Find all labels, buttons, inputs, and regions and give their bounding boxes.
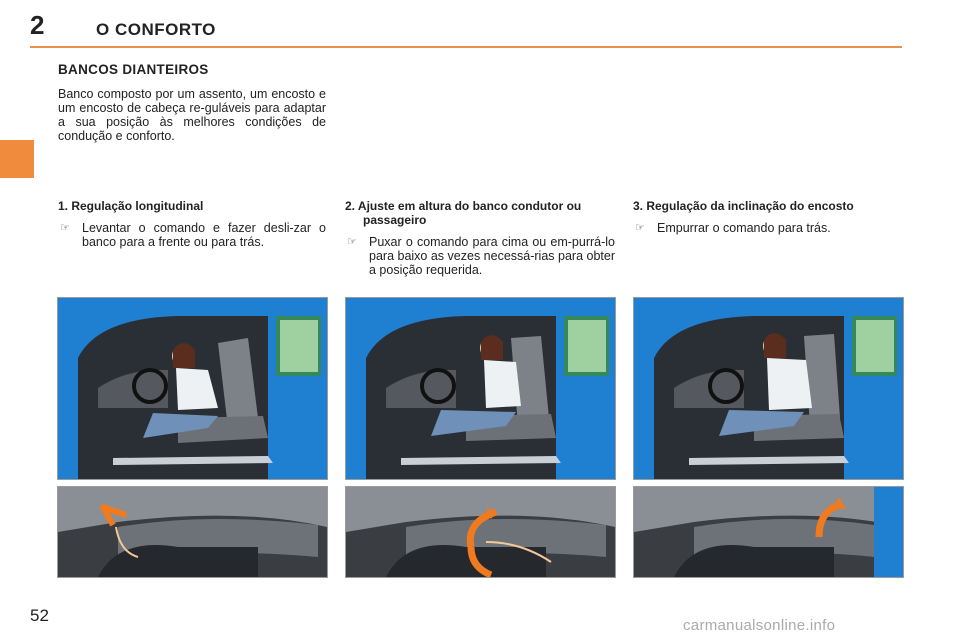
watermark: carmanualsonline.info	[683, 617, 836, 634]
pointing-hand-icon: ☞	[347, 236, 357, 248]
instruction-column-2	[345, 199, 615, 277]
illustration-seat-recline	[633, 297, 904, 480]
instruction-column-1	[58, 199, 326, 249]
instruction-item-3	[633, 221, 903, 235]
instruction-heading-3: 3. Regulação da inclinação do encosto	[633, 199, 854, 213]
illustration-seat-height	[345, 297, 616, 480]
section-title: BANCOS DIANTEIROS	[58, 62, 209, 77]
section-intro: Banco composto por um assento, um encosto e um encosto de cabeça re-guláveis para adaptar a sua posição às melhores condições de condução e conforto.	[58, 87, 326, 143]
pointing-hand-icon: ☞	[60, 222, 70, 234]
instruction-text-3: Empurrar o comando para trás.	[657, 221, 831, 235]
illustration-seat-longitudinal	[57, 297, 328, 480]
instruction-heading-2: 2. Ajuste em altura do banco condutor ou passageiro	[345, 199, 582, 227]
detail-recline-lever	[633, 486, 904, 578]
detail-height-lever	[345, 486, 616, 578]
header-rule	[30, 46, 902, 48]
instruction-text-2: Puxar o comando para cima ou em-purrá-lo para baixo as vezes necessá-rias para obter a posição requerida.	[369, 235, 615, 277]
instruction-text-1: Levantar o comando e fazer desli-zar o banco para a frente ou para trás.	[82, 221, 326, 249]
instruction-item-2	[345, 235, 615, 277]
instruction-item-1	[58, 221, 326, 249]
instruction-heading-1: 1. Regulação longitudinal	[58, 199, 204, 213]
chapter-number: 2	[30, 10, 45, 40]
pointing-hand-icon: ☞	[635, 222, 645, 234]
page-number: 52	[30, 606, 49, 625]
detail-longitudinal-lever	[57, 486, 328, 578]
chapter-title: O CONFORTO	[96, 20, 216, 39]
instruction-column-3	[633, 199, 903, 235]
chapter-side-tab	[0, 140, 34, 178]
